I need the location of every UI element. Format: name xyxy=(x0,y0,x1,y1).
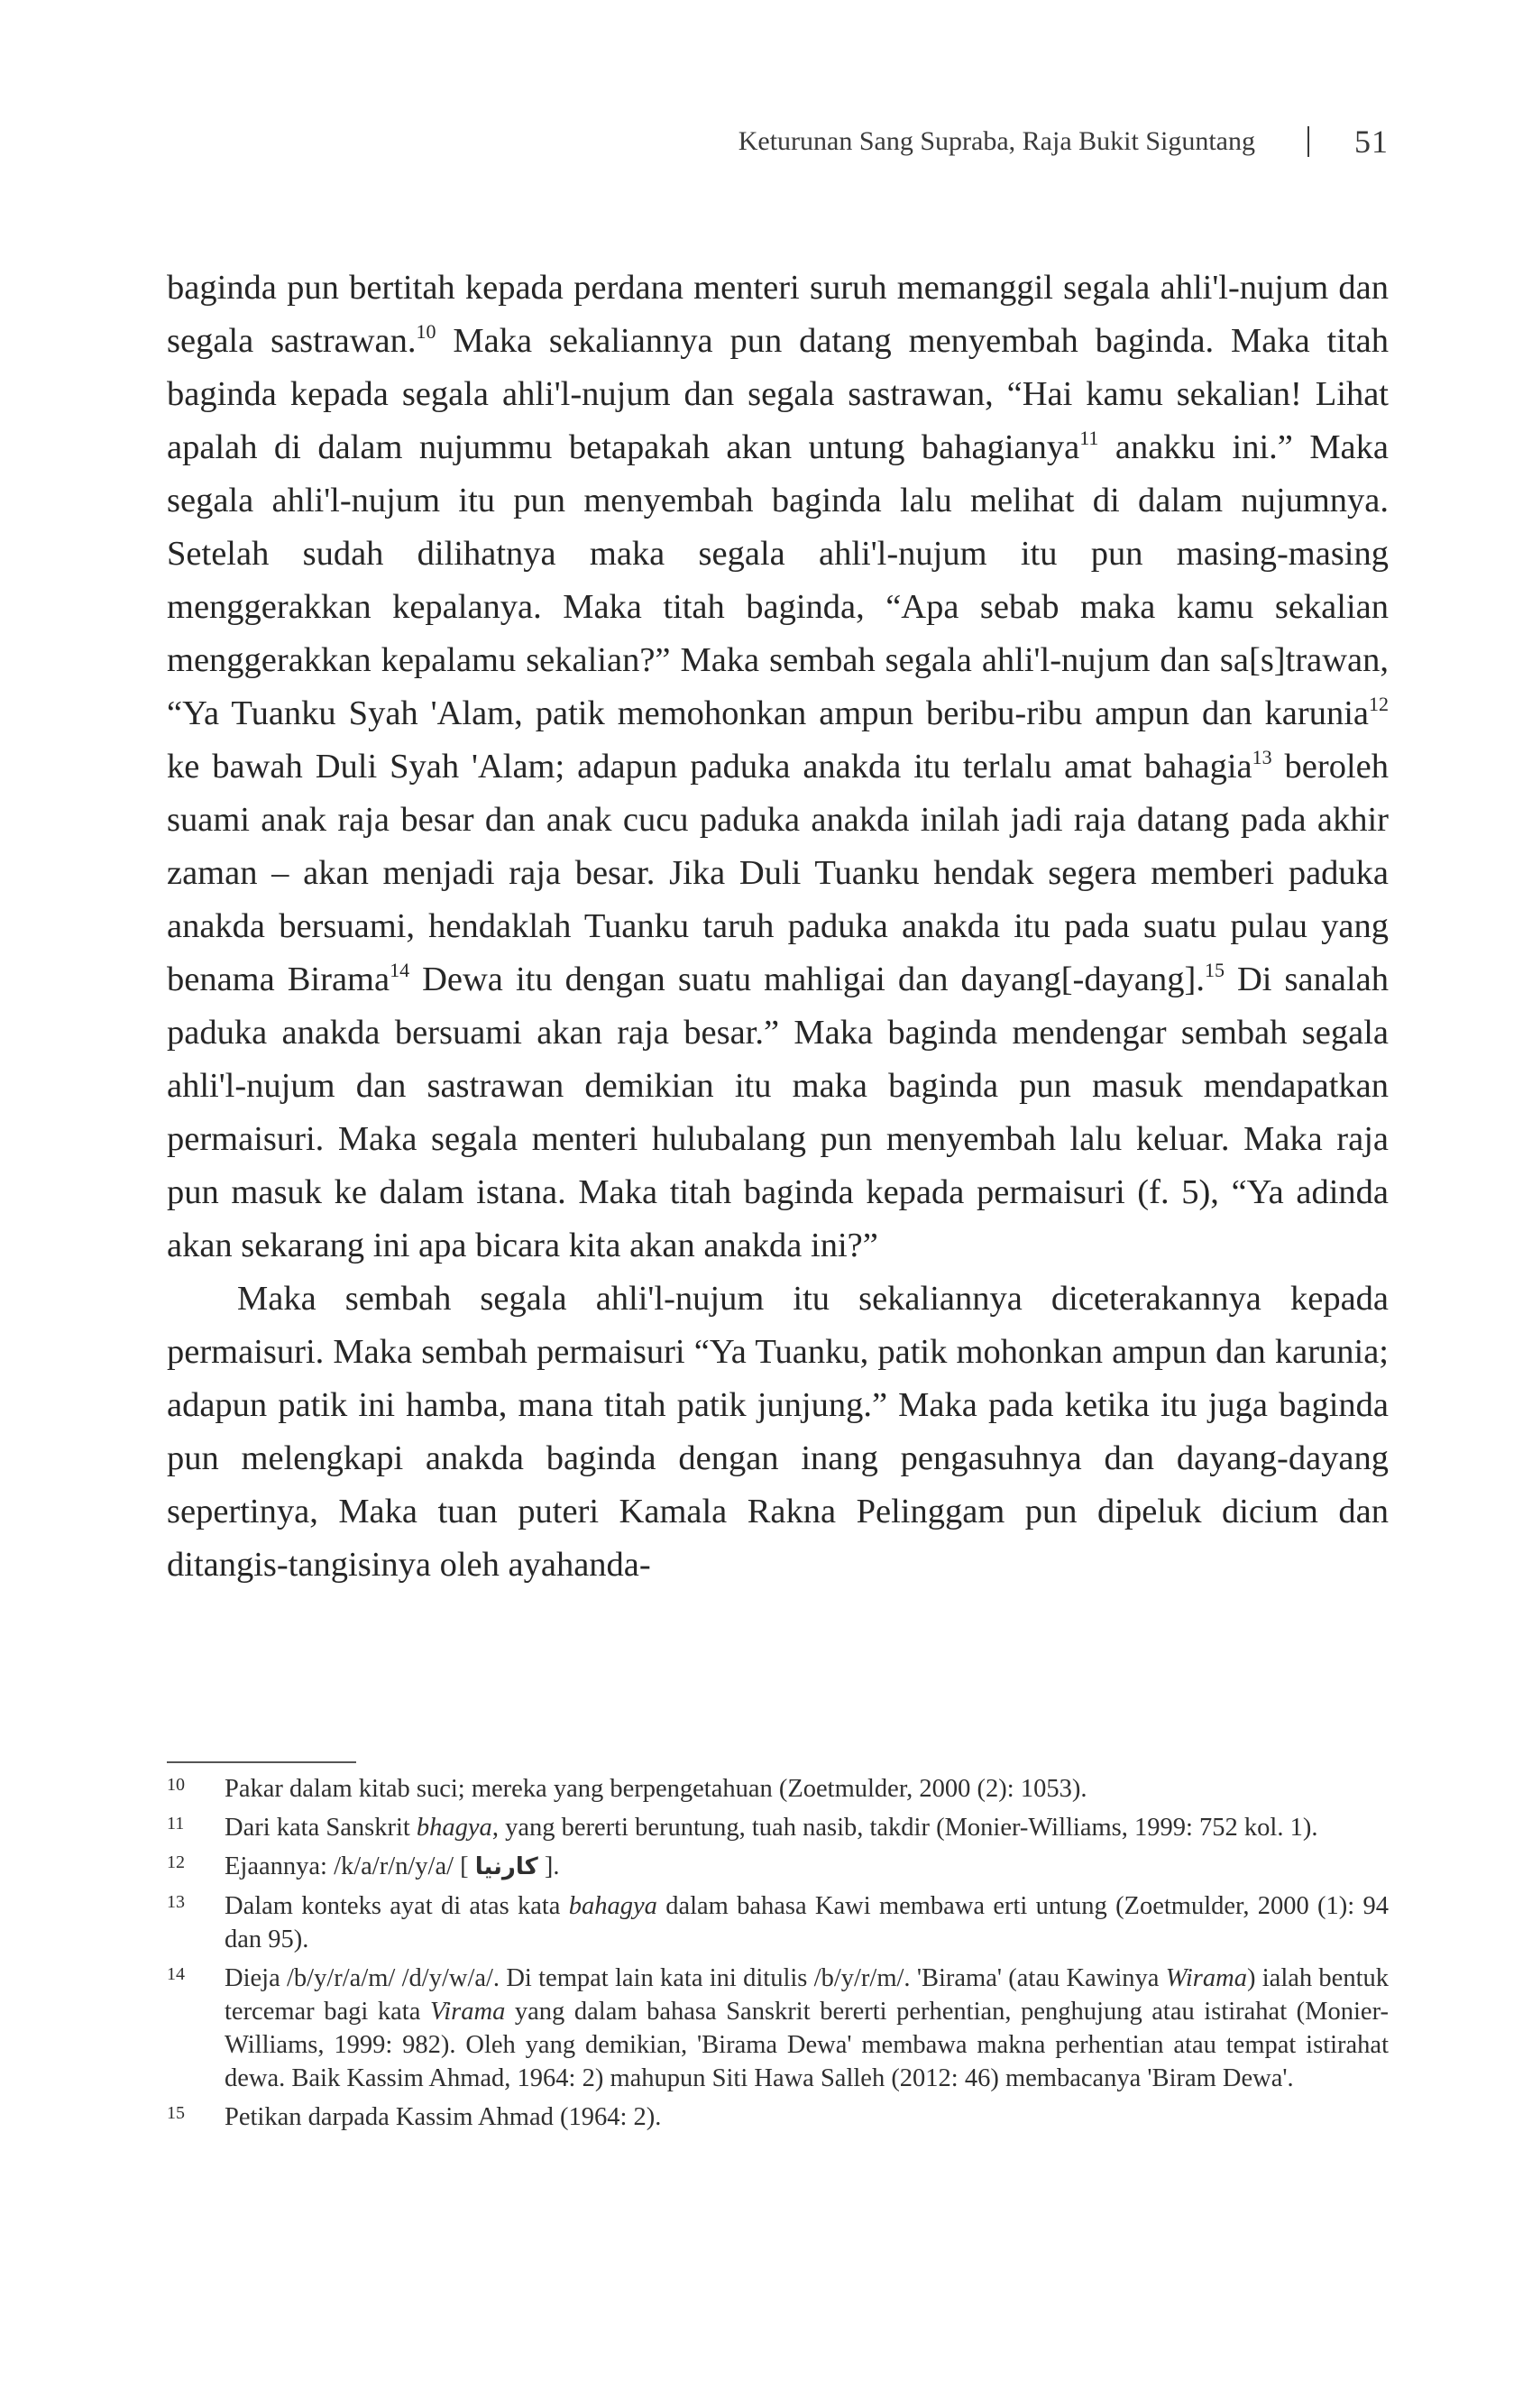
footnote-15 xyxy=(167,2100,1389,2134)
footnote-ref-13: 13 xyxy=(1252,746,1272,768)
running-header xyxy=(631,119,1389,164)
footnote-ref-11: 11 xyxy=(1079,427,1099,449)
text-run: anakku ini.” Maka segala ahli'l-nujum itu pun menyembah baginda lalu melihat di dalam nujumnya. Setelah sudah dilihatnya maka segala ahli'l-nujum itu pun masing-masing menggerakkan kepalanya. Maka titah baginda, “Apa sebab maka kamu sekalian menggerakkan kepalamu sekalian?” Maka sembah segala ahli'l-nujum dan sa[s]trawan, “Ya Tuanku Syah 'Alam, patik memohonkan ampun beribu-ribu ampun dan karunia xyxy=(167,428,1389,732)
header-separator xyxy=(1307,126,1309,157)
footnote-italic-term: Virama xyxy=(429,1998,506,2026)
text-run: Di sanalah paduka anakda bersuami akan raja besar.” Maka baginda mendengar sembah segala ahli'l-nujum dan sastrawan demikian itu maka baginda pun masuk mendapatkan permaisuri. Maka segala menteri hulubalang pun menyembah lalu keluar. Maka raja pun masuk ke dalam istana. Maka titah baginda kepada permaisuri (f. 5), “Ya adinda akan sekarang ini apa bicara kita akan anakda ini?” xyxy=(167,960,1389,1264)
footnote-number: 13 xyxy=(167,1892,185,1912)
text-run: ke bawah Duli Syah 'Alam; adapun paduka anakda itu terlalu amat bahagia xyxy=(167,748,1252,786)
page-number: 51 xyxy=(1354,124,1389,160)
footnote-text: Ejaannya: /k/a/r/n/y/a/ [ xyxy=(225,1852,475,1880)
paragraph-1 xyxy=(167,262,1389,1273)
footnote-italic-term: Wirama xyxy=(1165,1964,1247,1992)
footnote-13 xyxy=(167,1889,1389,1956)
footnote-ref-10: 10 xyxy=(416,320,436,343)
footnote-italic-term: bhagya xyxy=(416,1814,492,1842)
footnote-text: Petikan darpada Kassim Ahmad (1964: 2). xyxy=(225,2103,662,2131)
paragraph-2: Maka sembah segala ahli'l-nujum itu sekaliannya diceterakannya kepada permaisuri. Maka sembah permaisuri “Ya Tuanku, patik mohonkan ampun dan karunia; adapun patik ini hamba, mana titah patik junjung.” Maka pada ketika itu juga baginda pun melengkapi anakda baginda dengan inang pengasuhnya dan dayang-dayang sepertinya, Maka tuan puteri Kamala Rakna Pelinggam pun dipeluk dicium dan ditangis-tangisinya oleh ayahanda- xyxy=(167,1280,1389,1584)
main-text xyxy=(167,262,1389,1592)
text-run: beroleh suami anak raja besar dan anak cucu paduka anakda inilah jadi raja datang pada akhir zaman – akan menjadi raja besar. Jika Duli Tuanku hendak segera memberi paduka anakda bersuami, hendaklah Tuanku taruh paduka anakda itu pada suatu pulau yang benama Birama xyxy=(167,748,1389,998)
footnote-number: 15 xyxy=(167,2103,185,2123)
footnote-number: 10 xyxy=(167,1775,185,1795)
footnote-text: ]. xyxy=(537,1852,560,1880)
footnote-rule xyxy=(167,1761,356,1763)
jawi-script: كارنيا xyxy=(474,1853,538,1880)
running-header-title: Keturunan Sang Supraba, Raja Bukit Siguntang xyxy=(738,126,1255,156)
footnote-text: dalam bahasa Kawi membawa erti untung (Zoetmulder, 2000 (1): 94 dan 95). xyxy=(225,1892,1389,1953)
footnote-11 xyxy=(167,1811,1389,1844)
footnote-text: , yang bererti beruntung, tuah nasib, takdir (Monier-Williams, 1999: 752 kol. 1). xyxy=(491,1814,1318,1842)
footnote-number: 12 xyxy=(167,1852,185,1872)
footnote-ref-14: 14 xyxy=(390,959,410,981)
text-run: Maka sekaliannya pun datang menyembah baginda. Maka titah baginda kepada segala ahli'l-nujum dan segala sastrawan, “Hai kamu sekalian! Lihat apalah di dalam nujummu betapakah akan untung bahagianya xyxy=(167,322,1389,466)
footnote-number: 11 xyxy=(167,1814,185,1834)
footnote-ref-15: 15 xyxy=(1204,959,1225,981)
footnote-text: ) ialah bentuk tercemar bagi kata xyxy=(225,1964,1389,2026)
footnote-12 xyxy=(167,1850,1389,1884)
footnote-number: 14 xyxy=(167,1964,185,1984)
footnote-text: Dalam konteks ayat di atas kata xyxy=(225,1892,569,1920)
footnote-10 xyxy=(167,1772,1389,1806)
text-run: Dewa itu dengan suatu mahligai dan dayang[-dayang]. xyxy=(409,960,1205,998)
text-run: baginda pun bertitah kepada perdana menteri suruh memanggil segala ahli'l-nujum dan segala sastrawan. xyxy=(167,269,1389,360)
footnote-italic-term: bahagya xyxy=(568,1892,657,1920)
footnote-text: Dari kata Sanskrit xyxy=(225,1814,417,1842)
footnote-text: Dieja /b/y/r/a/m/ /d/y/w/a/. Di tempat lain kata ini ditulis /b/y/r/m/. 'Birama' (atau Kawinya xyxy=(225,1964,1166,1992)
footnotes xyxy=(167,1772,1389,2139)
footnote-14 xyxy=(167,1962,1389,2095)
footnote-text: yang dalam bahasa Sanskrit bererti perhentian, penghujung atau istirahat (Monier-Williams, 1999: 982). Oleh yang demikian, 'Birama Dewa' membawa makna perhentian atau tempat istirahat dewa. Baik Kassim Ahmad, 1964: 2) mahupun Siti Hawa Salleh (2012: 46) membacanya 'Biram Dewa'. xyxy=(225,1998,1389,2092)
footnote-ref-12: 12 xyxy=(1369,693,1389,715)
footnote-text: Pakar dalam kitab suci; mereka yang berpengetahuan (Zoetmulder, 2000 (2): 1053). xyxy=(225,1775,1087,1803)
